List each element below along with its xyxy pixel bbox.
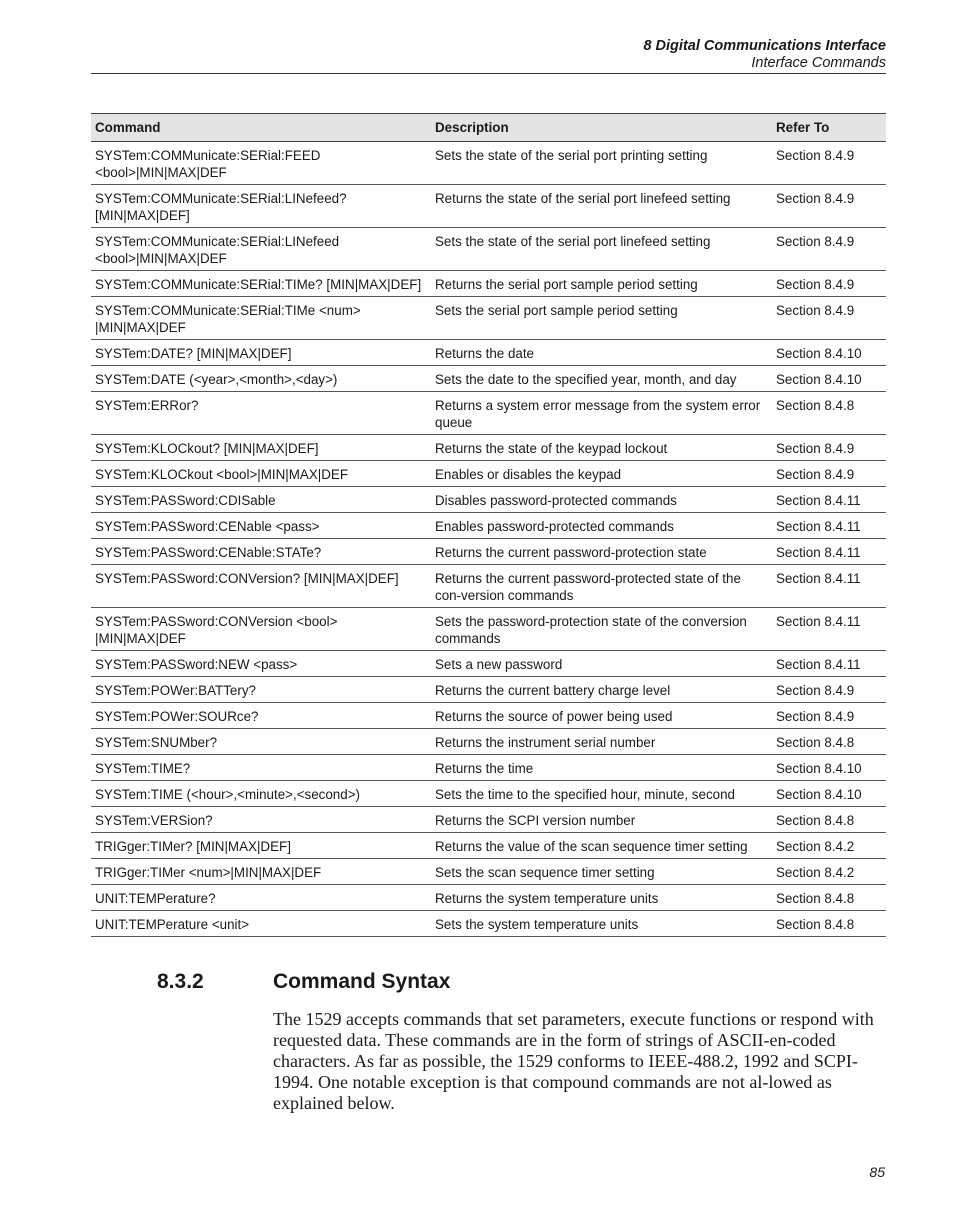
- cell-description: Enables or disables the keypad: [431, 461, 772, 487]
- cell-command: SYSTem:DATE (<year>,<month>,<day>): [91, 366, 431, 392]
- cell-refer-to: Section 8.4.11: [772, 487, 886, 513]
- cell-refer-to: Section 8.4.9: [772, 703, 886, 729]
- header-divider: [91, 73, 886, 74]
- cell-command: SYSTem:COMMunicate:SERial:LINefeed <bool>|MIN|MAX|DEF: [91, 228, 431, 271]
- cell-refer-to: Section 8.4.9: [772, 271, 886, 297]
- cell-refer-to: Section 8.4.11: [772, 565, 886, 608]
- cell-description: Sets the date to the specified year, month, and day: [431, 366, 772, 392]
- cell-description: Returns the time: [431, 755, 772, 781]
- table-row: [91, 651, 886, 677]
- cell-command: SYSTem:PASSword:CONVersion? [MIN|MAX|DEF]: [91, 565, 431, 608]
- cell-command: SYSTem:VERSion?: [91, 807, 431, 833]
- cell-description: Returns the date: [431, 340, 772, 366]
- chapter-subtitle: Interface Commands: [751, 55, 886, 71]
- table-row: [91, 435, 886, 461]
- cell-command: SYSTem:KLOCkout <bool>|MIN|MAX|DEF: [91, 461, 431, 487]
- chapter-title: 8 Digital Communications Interface: [643, 38, 886, 54]
- table-row: [91, 392, 886, 435]
- cell-command: SYSTem:COMMunicate:SERial:TIMe? [MIN|MAX|DEF]: [91, 271, 431, 297]
- cell-description: Sets the state of the serial port linefeed setting: [431, 228, 772, 271]
- table-row: [91, 228, 886, 271]
- cell-command: SYSTem:SNUMber?: [91, 729, 431, 755]
- cell-refer-to: Section 8.4.2: [772, 859, 886, 885]
- cell-command: SYSTem:COMMunicate:SERial:LINefeed? [MIN|MAX|DEF]: [91, 185, 431, 228]
- cell-command: SYSTem:TIME?: [91, 755, 431, 781]
- table-row: [91, 807, 886, 833]
- cell-refer-to: Section 8.4.11: [772, 608, 886, 651]
- cell-command: TRIGger:TIMer? [MIN|MAX|DEF]: [91, 833, 431, 859]
- table-row: [91, 297, 886, 340]
- cell-description: Returns the current password-protection state: [431, 539, 772, 565]
- cell-description: Enables password-protected commands: [431, 513, 772, 539]
- table-row: [91, 185, 886, 228]
- cell-command: SYSTem:PASSword:NEW <pass>: [91, 651, 431, 677]
- cell-refer-to: Section 8.4.9: [772, 185, 886, 228]
- page-number: 85: [869, 1164, 885, 1180]
- cell-description: Sets the state of the serial port printing setting: [431, 142, 772, 185]
- table-row: [91, 885, 886, 911]
- cell-description: Sets a new password: [431, 651, 772, 677]
- cell-command: SYSTem:PASSword:CENable <pass>: [91, 513, 431, 539]
- section-body-text: The 1529 accepts commands that set parameters, execute functions or respond with requested data. These commands are in the form of strings of ASCII-en-coded characters. As far as possible, the 1529 conforms to IEEE-488.2, 1992 and SCPI-1994. One notable exception is that compound commands are not al-lowed as explained below.: [273, 1009, 874, 1113]
- cell-command: UNIT:TEMPerature?: [91, 885, 431, 911]
- cell-description: Sets the password-protection state of the conversion commands: [431, 608, 772, 651]
- table-row: [91, 608, 886, 651]
- cell-command: SYSTem:TIME (<hour>,<minute>,<second>): [91, 781, 431, 807]
- cell-description: Returns the state of the serial port linefeed setting: [431, 185, 772, 228]
- table-row: [91, 781, 886, 807]
- command-table-body: [91, 142, 886, 937]
- table-row: [91, 729, 886, 755]
- cell-description: Returns the current battery charge level: [431, 677, 772, 703]
- cell-description: Sets the system temperature units: [431, 911, 772, 937]
- cell-command: SYSTem:PASSword:CDISable: [91, 487, 431, 513]
- cell-description: Returns the instrument serial number: [431, 729, 772, 755]
- page-header: [643, 38, 886, 72]
- cell-description: Returns the value of the scan sequence timer setting: [431, 833, 772, 859]
- table-row: [91, 366, 886, 392]
- table-row: [91, 142, 886, 185]
- cell-command: SYSTem:POWer:SOURce?: [91, 703, 431, 729]
- cell-refer-to: Section 8.4.8: [772, 885, 886, 911]
- cell-description: Returns the system temperature units: [431, 885, 772, 911]
- cell-refer-to: Section 8.4.9: [772, 435, 886, 461]
- cell-description: Returns the state of the keypad lockout: [431, 435, 772, 461]
- column-header-description: Description: [431, 114, 772, 142]
- cell-refer-to: Section 8.4.9: [772, 461, 886, 487]
- table-row: [91, 833, 886, 859]
- cell-refer-to: Section 8.4.10: [772, 340, 886, 366]
- cell-refer-to: Section 8.4.2: [772, 833, 886, 859]
- cell-refer-to: Section 8.4.8: [772, 392, 886, 435]
- cell-refer-to: Section 8.4.10: [772, 755, 886, 781]
- table-row: [91, 461, 886, 487]
- cell-refer-to: Section 8.4.8: [772, 911, 886, 937]
- command-table: [91, 113, 886, 937]
- cell-refer-to: Section 8.4.11: [772, 513, 886, 539]
- cell-command: SYSTem:COMMunicate:SERial:TIMe <num> |MIN|MAX|DEF: [91, 297, 431, 340]
- table-row: [91, 565, 886, 608]
- section-number: 8.3.2: [157, 970, 204, 993]
- table-row: [91, 703, 886, 729]
- cell-description: Returns the current password-protected state of the con-version commands: [431, 565, 772, 608]
- cell-command: SYSTem:POWer:BATTery?: [91, 677, 431, 703]
- cell-command: SYSTem:DATE? [MIN|MAX|DEF]: [91, 340, 431, 366]
- cell-command: SYSTem:ERRor?: [91, 392, 431, 435]
- cell-description: Returns the source of power being used: [431, 703, 772, 729]
- cell-refer-to: Section 8.4.9: [772, 677, 886, 703]
- cell-command: SYSTem:PASSword:CONVersion <bool> |MIN|MAX|DEF: [91, 608, 431, 651]
- table-row: [91, 539, 886, 565]
- cell-refer-to: Section 8.4.9: [772, 228, 886, 271]
- cell-description: Sets the scan sequence timer setting: [431, 859, 772, 885]
- table-row: [91, 755, 886, 781]
- cell-refer-to: Section 8.4.8: [772, 807, 886, 833]
- cell-refer-to: Section 8.4.10: [772, 781, 886, 807]
- table-row: [91, 677, 886, 703]
- table-row: [91, 859, 886, 885]
- table-row: [91, 271, 886, 297]
- cell-description: Returns a system error message from the system error queue: [431, 392, 772, 435]
- section-title: Command Syntax: [273, 970, 451, 993]
- table-header-row: [91, 114, 886, 142]
- cell-command: SYSTem:PASSword:CENable:STATe?: [91, 539, 431, 565]
- cell-description: Sets the serial port sample period setting: [431, 297, 772, 340]
- table-row: [91, 487, 886, 513]
- cell-refer-to: Section 8.4.10: [772, 366, 886, 392]
- table-row: [91, 513, 886, 539]
- cell-description: Returns the serial port sample period setting: [431, 271, 772, 297]
- cell-refer-to: Section 8.4.9: [772, 297, 886, 340]
- cell-refer-to: Section 8.4.11: [772, 539, 886, 565]
- cell-command: SYSTem:KLOCkout? [MIN|MAX|DEF]: [91, 435, 431, 461]
- column-header-command: Command: [91, 114, 431, 142]
- cell-command: SYSTem:COMMunicate:SERial:FEED <bool>|MIN|MAX|DEF: [91, 142, 431, 185]
- column-header-refer-to: Refer To: [772, 114, 886, 142]
- cell-command: TRIGger:TIMer <num>|MIN|MAX|DEF: [91, 859, 431, 885]
- cell-refer-to: Section 8.4.11: [772, 651, 886, 677]
- cell-refer-to: Section 8.4.8: [772, 729, 886, 755]
- table-row: [91, 340, 886, 366]
- cell-command: UNIT:TEMPerature <unit>: [91, 911, 431, 937]
- cell-description: Disables password-protected commands: [431, 487, 772, 513]
- cell-description: Sets the time to the specified hour, minute, second: [431, 781, 772, 807]
- table-row: [91, 911, 886, 937]
- cell-description: Returns the SCPI version number: [431, 807, 772, 833]
- cell-refer-to: Section 8.4.9: [772, 142, 886, 185]
